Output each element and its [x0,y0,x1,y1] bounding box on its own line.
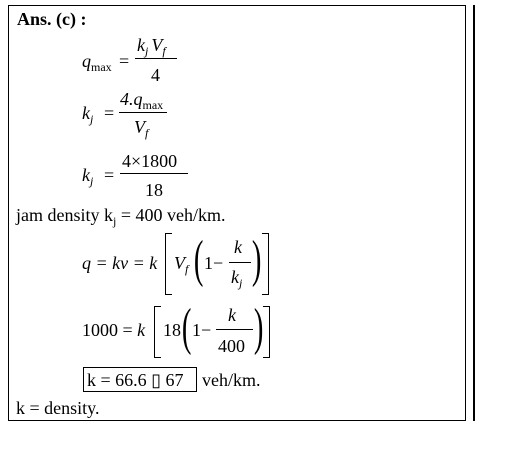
vertical-rule [473,5,475,421]
eq5-left-bracket [154,306,161,358]
eq4-frac-num: k [234,237,242,257]
eq5-left-paren: ( [181,299,192,356]
eq4-one-minus: 1− [204,253,224,273]
eq3-denominator: 18 [145,180,163,200]
eq4-left-bracket [165,233,172,295]
eq1-denominator: 4 [151,65,160,85]
eq2-denominator: $V_f$ [134,117,149,140]
eq1-numerator: $k_j$ $V_f$ [137,35,166,58]
eq2-fraction-bar [119,112,167,113]
eq3-fraction-bar [120,173,188,174]
eq1-lhs: $q_{max}$ [82,51,112,74]
eq3-numerator: 4×1800 [122,151,178,171]
eq5-one-minus: 1− [192,320,212,340]
eq5-right-bracket [263,306,270,358]
eq2-equals: = [104,103,115,123]
eq5-lhs: 1000 = k [82,320,146,340]
eq2-lhs: $k_j$ [82,103,94,126]
result-unit: veh/km. [202,370,261,390]
answer-heading: Ans. (c) : [17,9,87,29]
eq5-frac-den: 400 [218,336,245,356]
eq4-right-bracket [262,233,269,295]
eq4-frac-den: $k_j$ [231,267,243,290]
jam-density-text: jam density $k_j = 400$ veh/km. [16,205,226,228]
result-boxed-text: k = 66.6 ▯ 67 [87,370,184,390]
eq5-frac-num: k [228,305,236,325]
eq5-value: 18 [163,320,181,340]
eq3-equals: = [104,165,115,185]
eq5-right-paren: ) [253,299,264,356]
eq4-fraction-bar [229,262,251,263]
eq4-vf: $V_f$ [174,253,189,276]
eq3-lhs: $k_j$ [82,165,94,188]
eq4-lhs: q = kv = k [82,253,158,273]
density-note: k = density. [16,398,100,418]
eq4-right-paren: ) [251,231,262,288]
eq1-fraction-bar [135,58,177,59]
eq5-fraction-bar [216,329,253,330]
eq4-left-paren: ( [193,231,204,288]
eq1-equals: = [119,51,130,71]
eq2-numerator: $4.q_{max}$ [120,89,164,112]
